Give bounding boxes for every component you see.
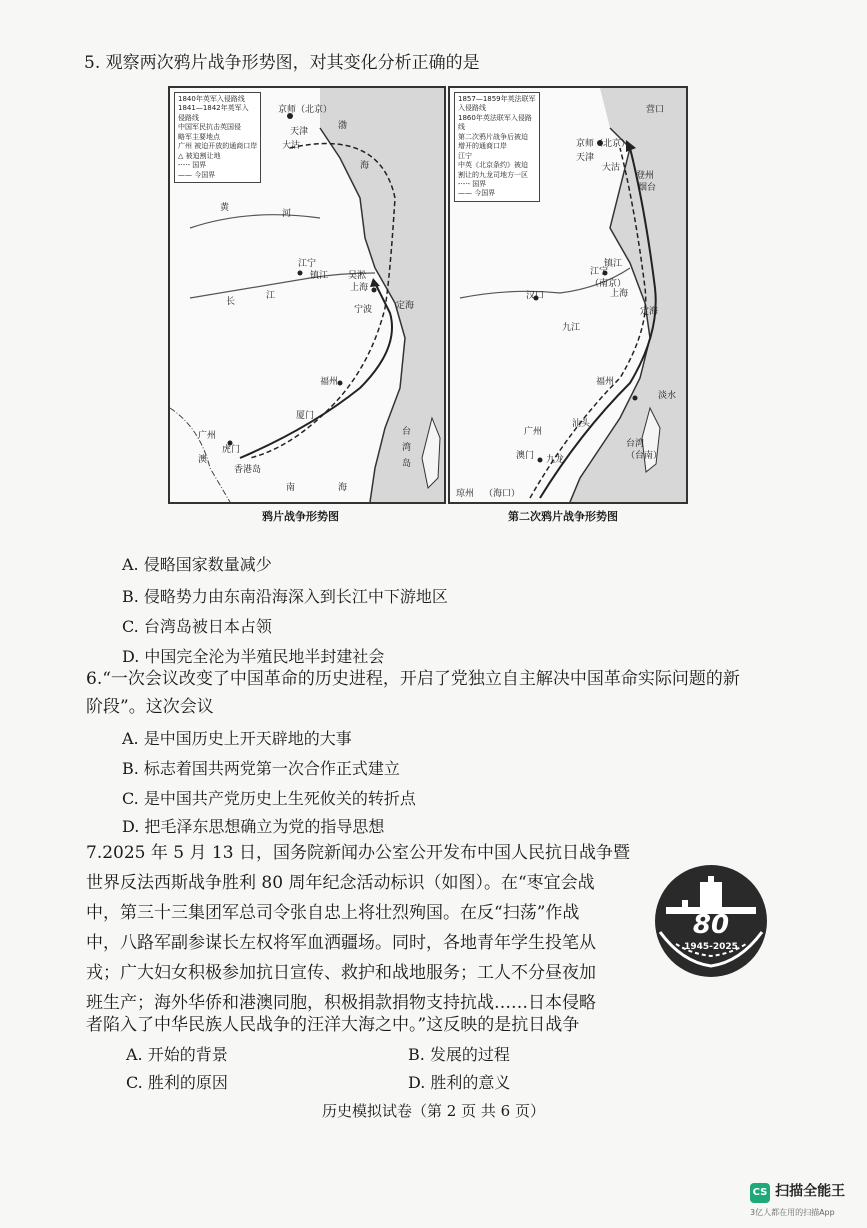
page-footer: 历史模拟试卷（第 2 页 共 6 页） — [322, 1102, 545, 1120]
q6-stem-line1: 6.“一次会议改变了中国革命的历史进程，开启了党独立自主解决中国革命实际问题的新 — [86, 669, 740, 689]
map2-place: 江宁 — [590, 267, 609, 277]
q7-line: 者陷入了中华民族人民战争的汪洋大海之中。”这反映的是抗日战争 — [86, 1015, 580, 1035]
map1-place: 福州 — [320, 377, 339, 387]
map2-legend — [454, 92, 540, 202]
map2-place: 福州 — [596, 377, 615, 387]
map2-place: 九江 — [562, 323, 581, 333]
scanner-watermark — [750, 1180, 845, 1218]
map1-legend-item: 广州 被迫开放的通商口岸 — [178, 142, 258, 151]
map1-place: 宁波 — [354, 305, 373, 315]
q6-option-a[interactable]: A. 是中国历史上开天辟地的大事 — [122, 729, 352, 748]
map1-legend-item: 侵路线 — [178, 113, 199, 122]
map1-legend-item: —— 今国界 — [178, 170, 216, 179]
q5-option-a[interactable]: A. 侵略国家数量减少 — [122, 555, 272, 574]
scanner-logo-icon: CS — [750, 1183, 770, 1203]
q7-option-d[interactable]: D. 胜利的意义 — [408, 1073, 511, 1092]
q5-option-b[interactable]: B. 侵略势力由东南沿海深入到长江中下游地区 — [122, 587, 448, 606]
q6-option-c[interactable]: C. 是中国共产党历史上生死攸关的转折点 — [122, 789, 416, 808]
logo-years: 1945-2025 — [684, 942, 738, 952]
map2-place: （台南） — [626, 451, 663, 461]
map1-place: 渤 — [338, 121, 348, 131]
map1-place: 京师（北京） — [278, 105, 333, 115]
map1-legend-item: 略军主要地点 — [178, 132, 220, 141]
q7-line: 戎；广大妇女积极参加抗日宣传、救护和战地服务；工人不分昼夜加 — [86, 963, 596, 983]
map1-place: 江宁 — [298, 259, 317, 269]
map1-legend-item: 1841—1842年英军入 — [178, 104, 249, 113]
map2-legend-item: 割让的九龙司地方一区 — [458, 170, 528, 179]
q6-stem-line2: 阶段”。这次会议 — [86, 697, 214, 717]
q6-option-d[interactable]: D. 把毛泽东思想确立为党的指导思想 — [122, 817, 385, 836]
map2-place: 淡水 — [658, 391, 677, 401]
map1-place: 澳 — [198, 455, 208, 465]
map2-legend-item: 第二次鸦片战争后被迫 — [458, 132, 528, 141]
map1-place: 广州 — [198, 431, 217, 441]
map1-place: 定海 — [396, 301, 415, 311]
map2-place: 镇江 — [604, 259, 623, 269]
map1-place: 黄 — [220, 203, 230, 213]
map1-caption: 鸦片战争形势图 — [262, 510, 339, 523]
q5-option-d[interactable]: D. 中国完全沦为半殖民地半封建社会 — [122, 647, 385, 666]
scanner-tagline: 3亿人都在用的扫描App — [750, 1208, 835, 1217]
map2-place: 琼州 — [456, 489, 475, 499]
q5-option-c[interactable]: C. 台湾岛被日本占领 — [122, 617, 272, 636]
map2-place: 澳门 — [516, 451, 535, 461]
q7-line: 7.2025 年 5 月 13 日，国务院新闻办公室公开发布中国人民抗日战争暨 — [86, 843, 630, 863]
map2-place: 上海 — [610, 289, 629, 299]
map1-place: 台 — [402, 427, 412, 437]
map2-place: 京师（北京） — [576, 139, 631, 149]
map1-place: 江 — [266, 291, 276, 301]
q6-option-b[interactable]: B. 标志着国共两党第一次合作正式建立 — [122, 759, 400, 778]
scanner-name: 扫描全能王 — [775, 1183, 846, 1200]
map2-place: 汕头 — [572, 419, 591, 429]
map1-place: 湾 — [402, 443, 412, 453]
map1-place: 香港岛 — [234, 465, 262, 475]
map2-place: 定海 — [640, 307, 659, 317]
map2-caption: 第二次鸦片战争形势图 — [508, 510, 618, 523]
map2-place: 烟台 — [638, 183, 657, 193]
map2-place: 大沽 — [602, 163, 621, 173]
map1-place: 镇江 — [310, 271, 329, 281]
logo-number: 80 — [692, 910, 730, 940]
map2-place: 营口 — [646, 105, 665, 115]
map2-legend-item: 江宁 — [458, 151, 472, 160]
map1-place: 南 — [286, 483, 296, 493]
map1-place: 上海 — [350, 283, 369, 293]
map2-legend-item: 入侵路线 — [458, 104, 486, 113]
opium-war-map-1 — [168, 86, 446, 504]
q7-line: 班生产；海外华侨和港澳同胞，积极捐款捐物支持抗战……日本侵略 — [86, 993, 596, 1013]
map1-legend-item: -·-·- 国界 — [178, 161, 207, 170]
map2-place: （南京） — [590, 279, 627, 289]
map1-legend-item: △ 被迫割让地 — [178, 151, 221, 160]
map1-place: 厦门 — [296, 411, 315, 421]
q7-option-c[interactable]: C. 胜利的原因 — [126, 1073, 228, 1092]
q5-stem: 5. 观察两次鸦片战争形势图，对其变化分析正确的是 — [84, 53, 480, 73]
map2-legend-item: 线 — [458, 123, 465, 132]
map1-legend-item: 1840年英军入侵路线 — [178, 95, 245, 103]
map2-legend-item: 1860年英法联军入侵路 — [458, 113, 532, 122]
map2-place: 九龙 — [546, 455, 565, 465]
map1-place: 大沽 — [282, 141, 301, 151]
map1-place: 海 — [338, 483, 348, 493]
map2-place: 汉口 — [526, 291, 545, 301]
map1-place: 虎门 — [222, 445, 241, 455]
map2-place: 台湾 — [626, 439, 645, 449]
q7-line: 世界反法西斯战争胜利 80 周年纪念活动标识（如图）。在“枣宜会战 — [86, 873, 595, 893]
map1-place: 岛 — [402, 459, 412, 469]
map2-place: 登州 — [636, 171, 655, 181]
map1-place: 河 — [282, 209, 292, 219]
map2-place: 广州 — [524, 427, 543, 437]
map2-legend-item: 1857—1859年英法联军 — [458, 95, 536, 103]
map2-legend-item: 增开的通商口岸 — [458, 142, 507, 151]
q7-line: 中，八路军副参谋长左权将军血洒疆场。同时，各地青年学生投笔从 — [86, 933, 596, 953]
map1-place: 吴淞 — [348, 271, 367, 281]
map1-legend-item: 中国军民抗击英国侵 — [178, 123, 241, 132]
map2-place: 天津 — [576, 153, 595, 163]
map1-place: 天津 — [290, 127, 309, 137]
commemoration-logo — [652, 862, 770, 980]
q7-option-a[interactable]: A. 开始的背景 — [126, 1045, 228, 1064]
q7-line: 中，第三十三集团军总司令张自忠上将壮烈殉国。在反“扫荡”作战 — [86, 903, 580, 923]
map2-place: （海口） — [484, 489, 521, 499]
map2-legend-item: -·-·- 国界 — [458, 179, 487, 188]
q7-option-b[interactable]: B. 发展的过程 — [408, 1045, 510, 1064]
opium-war-map-2 — [448, 86, 688, 504]
map2-legend-item: —— 今国界 — [458, 189, 496, 198]
map1-place: 海 — [360, 161, 370, 171]
map1-legend — [174, 92, 261, 183]
map1-place: 长 — [226, 297, 236, 307]
map2-legend-item: 中英《北京条约》被迫 — [458, 161, 528, 170]
